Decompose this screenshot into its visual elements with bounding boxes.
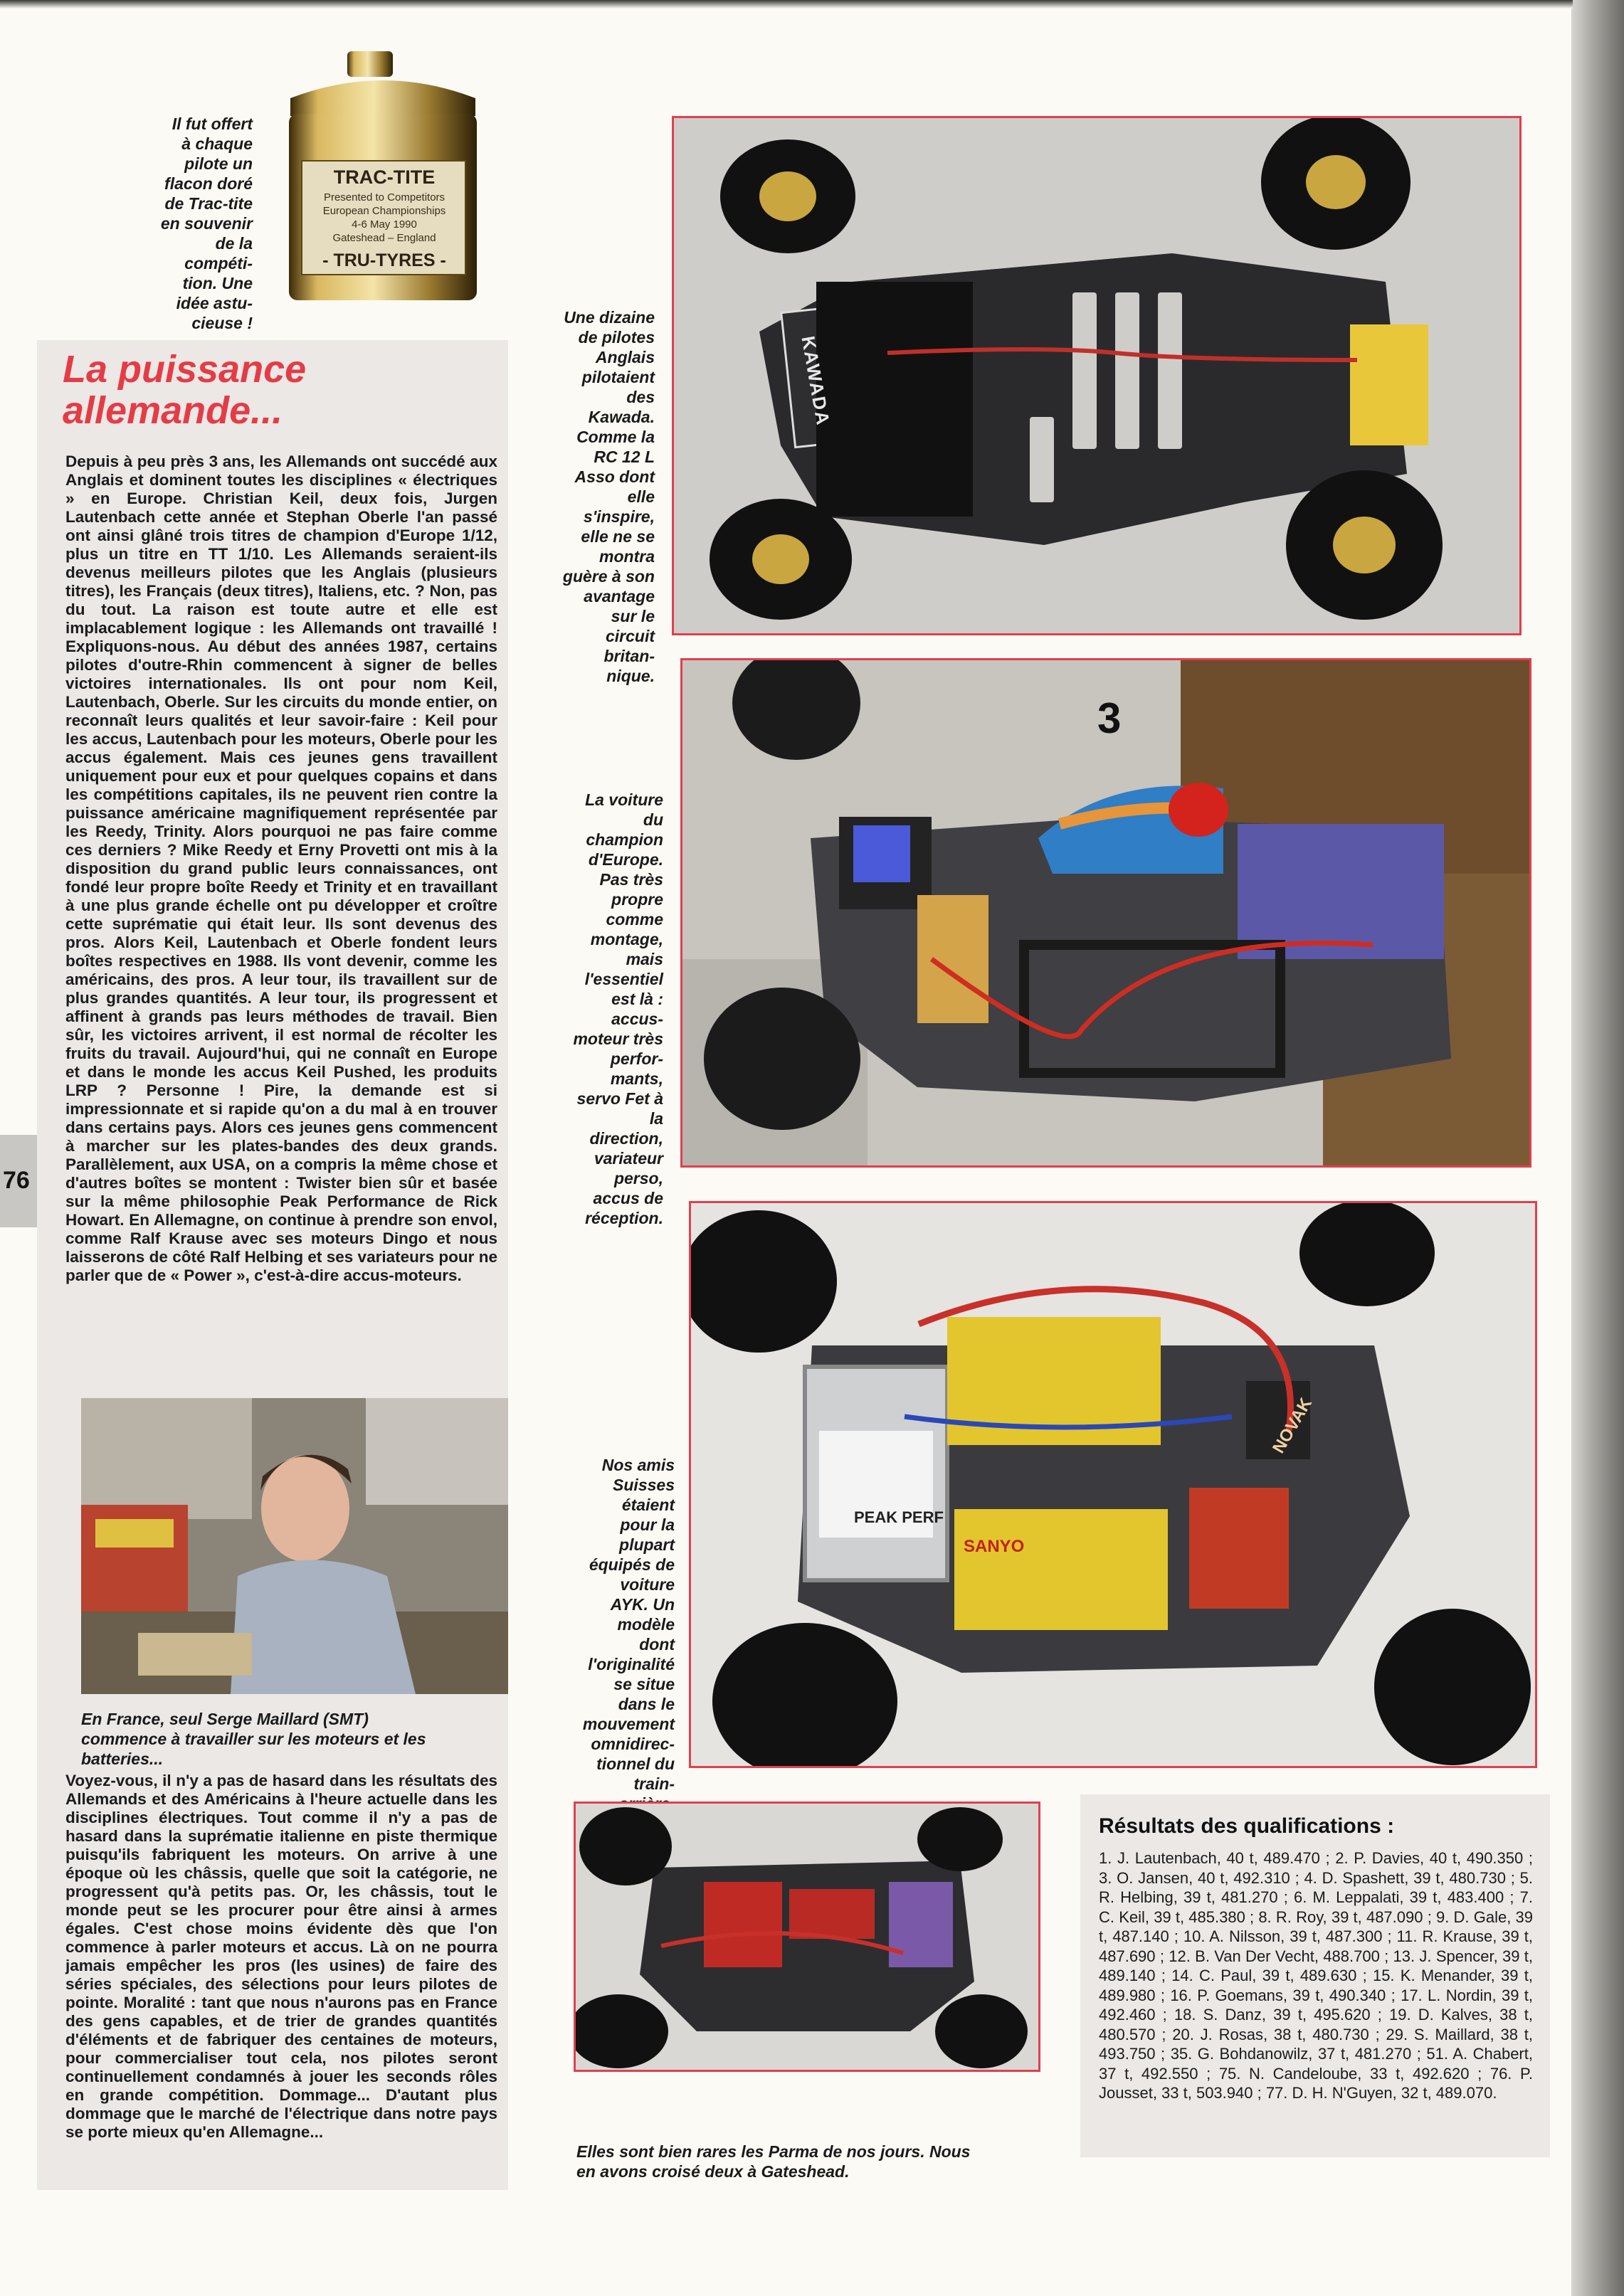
maillard-caption: En France, seul Serge Maillard (SMT) commence à travailler sur les moteurs et les batteries... [81,1710,426,1768]
can-label-line: Gateshead – England [332,232,436,244]
kawada-chassis-label: KAWADA [797,334,835,428]
ayk-battery-brand: SANYO [964,1537,1025,1556]
article-title-line1: La puissance [63,348,307,391]
kawada-caption: Une dizaine de pilotes Anglais pilotaient des Kawada. Comme la RC 12 L Asso dont elle s'inspire, elle ne se montra guère à son avantage sur le circuit britan- nique. [562,308,655,685]
can-label-line: 4-6 May 1990 [352,218,417,231]
ayk-motor-label: PEAK PERF [854,1508,944,1526]
champion-number-marker: 3 [1097,694,1122,742]
article-paragraph-1: Depuis à peu près 3 ans, les Allemands ont succédé aux Anglais et dominent toutes les disciplines « électriques » en Europe. Christian Keil, deux fois, Jurgen Lautenbach cette année et Stephan Oberle l'an passé ont ainsi glâné trois titres de champion d'Europe 1/12, plus un titre en TT 1/10. Les Allemands seraient-ils devenus meilleurs pilotes que les Anglais (plusieurs titres), les Français (deux titres), Italiens, etc. ? Non, pas du tout. La raison est toute autre et elle est implacablement logique : les Allemands ont travaillé ! Expliquons-nous. Au début des années 1987, certains pilotes d'outre-Rhin commencent à signer de belles victoires internationales. Ils ont pour nom Keil, Lautenbach, Oberle. Sur les circuits du monde entier, on reconnaît leurs qualités et leur savoir-faire : Keil pour les accus, Lautenbach pour les moteurs, Oberle pour les accus également. Mais ces jeunes gens travaillent uniquement pour eux et pour quelques copains et dans les compétitions capitales, ils ne peuvent rien contre la puissance américaine magnifiquement représentée par les Reedy, Trinity. Alors pourquoi ne pas faire comme ces derniers ? Mike Reedy et Erny Provetti ont mis à la disposition du grand public leurs connaissances, ont fondé leur propre boîte Reedy et Trinity et en travaillant à une plus grande échelle ont pu développer et croître cette suprématie qui était leur. Ils sont devenus des pros. Alors Keil, Lautenbach et Oberle fondent leurs boîtes respectives en 1988. Ils vont devenir, comme les américains, des pros. A leur tour, ils travaillent sur de plus grandes quantités. A leur tour, ils progressent et affinent à grands pas leurs méthodes de travail. Bien sûr, les victoires arrivent, il est normal de récolter les fruits du travail. Aujourd'hui, qui ne connaît en Europe et dans le monde les accus Keil Pushed, les produits LRP ? Personne ! Pire, la demande est si impressionnate et si rapide qu'on a du mal à en trouver dans certains pays. Alors ces jeunes gens commencent à marcher sur les plates-bandes des deux grands. Parallèlement, aux USA, on a compris la même chose et d'autres boîtes se montent : Twister bien sûr et basée sur la même philosophie Peak Performance de Rick Howart. En Allemagne, on continue à prendre son envol, comme Ralf Krause avec ses moteurs Dingo et nous laisserons de côté Ralf Helbing et ses variateurs pour ne parler que de « Power », c'est-à-dire accus-moteurs. [65,453,497,1284]
can-label-line: Presented to Competitors [323,191,445,203]
article-title [63,349,306,431]
ayk-caption: Nos amis Suisses étaient pour la plupart équipés de voiture AYK. Un modèle dont l'originalité se situe dans le mouvement omnidirec- tionnel du train- [582,1456,675,1793]
article-title-line2: allemande... [63,389,283,432]
article-paragraph-2: Voyez-vous, il n'y a pas de hasard dans les résultats des Allemands et des Américains à l'heure actuelle dans les disciplines électriques. Tout comme il n'y a pas de hasard dans la suprématie italienne en piste thermique puisqu'ils fabriquent les moteurs. On arrive à une époque où les châssis, quelle que soit la catégorie, ne progressent qu'à petits pas. Or, les châssis, tout le monde peut se les procurer pour être ainsi à armes égales. C'est chose moins évidente dès que l'on commence à parler moteurs et accus. Là on ne pourra jamais empêcher les pros (les usines) de faire des séries spéciales, des sélections pour leurs pilotes de pointe. Moralité : tant que nous n'aurons pas en France des gens capables, et de trier de grandes quantités d'éléments et de fabriquer des centaines de moteurs, pour commercialiser tout cela, nos pilotes seront continuellement condamnés à jouer les seconds rôles en grande compétition. Dommage... D'autant plus dommage que le marché de l'électrique dans notre pays se porte mieux qu'en Allemagne... [65,1772,497,2141]
page-number: 76 [3,1167,30,1194]
kawada-photo [672,116,1522,635]
ayk-photo [689,1201,1537,1768]
champion-caption: La voiture du champion d'Europe. Pas très propre comme montage, mais l'essentiel est là : accus- moteur très perfor- mants, servo Fet à la direction, variateur perso, accus de réception. [573,790,663,1227]
ayk-esc-brand: NOVAK [1269,1395,1316,1457]
can-label-brand: - TRU-TYRES - [322,250,446,270]
results-list: 1. J. Lautenbach, 40 t, 489.470 ; 2. P. Davies, 40 t, 490.350 ; 3. O. Jansen, 40 t, 492.310 ; 4. D. Spashett, 39 t, 480.730 ; 5. R. Helbing, 39 t, 481.270 ; 6. M. Leppalati, 39 t, 483.400 ; 7. C. Keil, 39 t, 485.380 ; 8. R. Roy, 39 t, 487.090 ; 9. D. Gale, 39 t, 487.140 ; 10. A. Nilsson, 39 t, 487.300 ; 11. R. Krause, 39 t, 487.690 ; 12. B. Van Der Vecht, 488.700 ; 13. J. Spencer, 39 t, 489.140 ; 14. C. Paul, 39 t, 489.630 ; 15. K. Menander, 39 t, 489.980 ; 16. P. Goemans, 39 t, 490.340 ; 17. L. Nordin, 39 t, 492.460 ; 18. S. Danz, 39 t, 495.620 ; 19. D. Kalves, 38 t, 480.570 ; 20. J. Rosas, 38 t, 480.730 ; 29. S. Maillard, 38 t, 493.750 ; 35. G. Bohdanowilz, 37 t, 481.270 ; 51. A. Chabert, 37 t, 492.550 ; 75. N. Candeloube, 33 t, 492.620 ; 76. P. Jousset, 33 t, 503.940 ; 77. D. H. N'Guyen, 32 t, 489.070. [1099,1849,1533,2102]
page-top-edge [0,0,1573,9]
parma-photo [574,1802,1040,2072]
can-caption: Il fut offert à chaque pilote un flacon doré de Trac-tite en souvenir de la compéti- tion. Une idée astu- cieuse ! [160,115,253,332]
can-label-title: TRAC-TITE [333,166,436,188]
parma-caption: Elles sont bien rares les Parma de nos jours. Nous en avons croisé deux à Gateshead. [576,2142,971,2181]
results-title: Résultats des qualifications : [1099,1814,1395,1838]
can-label-lines [306,191,463,245]
page-binding-edge [1571,0,1624,2296]
can-label-line: European Championships [322,205,446,217]
serge-maillard-photo [81,1398,508,1694]
